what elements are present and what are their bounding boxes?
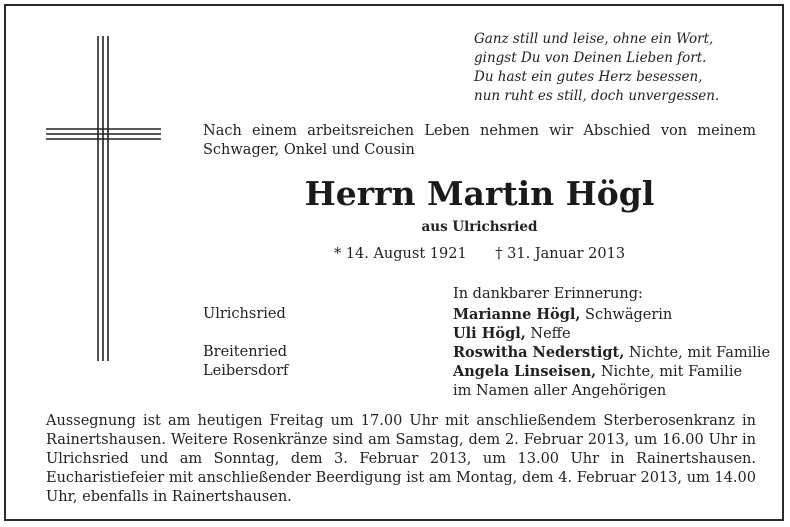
place: Ulrichsried bbox=[203, 306, 286, 322]
mourner-relation: Nichte, mit Familie bbox=[624, 345, 771, 361]
mourner-relation: Schwägerin bbox=[580, 307, 673, 323]
mourner bbox=[453, 343, 770, 362]
intro-text: Nach einem arbeitsreichen Leben nehmen wir Abschied von meinem Schwager, Onkel und Cousin bbox=[203, 123, 756, 158]
mourner bbox=[453, 381, 770, 400]
funeral-notice: Aussegnung ist am heutigen Freitag um 17.00 Uhr mit anschließendem Sterberosenkranz in Rainertshausen. Weitere Rosenkränze sind am Samstag, dem 2. Februar 2013, um 16.00 Uhr in Ulrichsried und am Sonntag, dem 3. Februar 2013, um 13.00 Uhr in Rainertshausen. Eucharistiefeier mit anschließender Beerdigung ist am Montag, dem 4. Februar 2013, um 14.00 Uhr, ebenfalls in Rainertshausen. bbox=[46, 413, 756, 505]
poem-line: Du hast ein gutes Herz besessen, bbox=[474, 69, 703, 85]
mourner-relation: Nichte, mit Familie bbox=[596, 364, 743, 380]
life-dates bbox=[203, 246, 756, 262]
memory-heading: In dankbarer Erinnerung: bbox=[453, 286, 643, 302]
mourner bbox=[453, 305, 770, 324]
mourner-name: Marianne Högl, bbox=[453, 306, 581, 323]
place: Leibersdorf bbox=[203, 363, 289, 379]
cross-icon bbox=[46, 36, 176, 366]
poem-line: nun ruht es still, doch unvergessen. bbox=[474, 88, 720, 104]
places-column bbox=[203, 305, 288, 381]
place bbox=[203, 324, 288, 343]
mourners-list bbox=[453, 305, 770, 400]
mourner-name: Roswitha Nederstigt, bbox=[453, 344, 625, 361]
mourner-name: Angela Linseisen, bbox=[453, 363, 597, 380]
place: Breitenried bbox=[203, 344, 287, 360]
deceased-name: Herrn Martin Högl bbox=[304, 174, 655, 213]
mourner bbox=[453, 362, 770, 381]
deceased-origin: aus Ulrichsried bbox=[421, 219, 538, 235]
mourner-relation: Neffe bbox=[525, 326, 571, 342]
mourner bbox=[453, 324, 770, 343]
birth-date: * 14. August 1921 bbox=[333, 246, 467, 262]
mourner-name: Uli Högl, bbox=[453, 325, 526, 342]
poem-line: Ganz still und leise, ohne ein Wort, bbox=[474, 31, 714, 47]
death-date: † 31. Januar 2013 bbox=[495, 246, 626, 262]
poem-line: gingst Du von Deinen Lieben fort. bbox=[474, 50, 707, 66]
obituary-card bbox=[4, 4, 784, 521]
mourner-relation: im Namen aller Angehörigen bbox=[453, 383, 667, 399]
poem bbox=[474, 30, 744, 106]
